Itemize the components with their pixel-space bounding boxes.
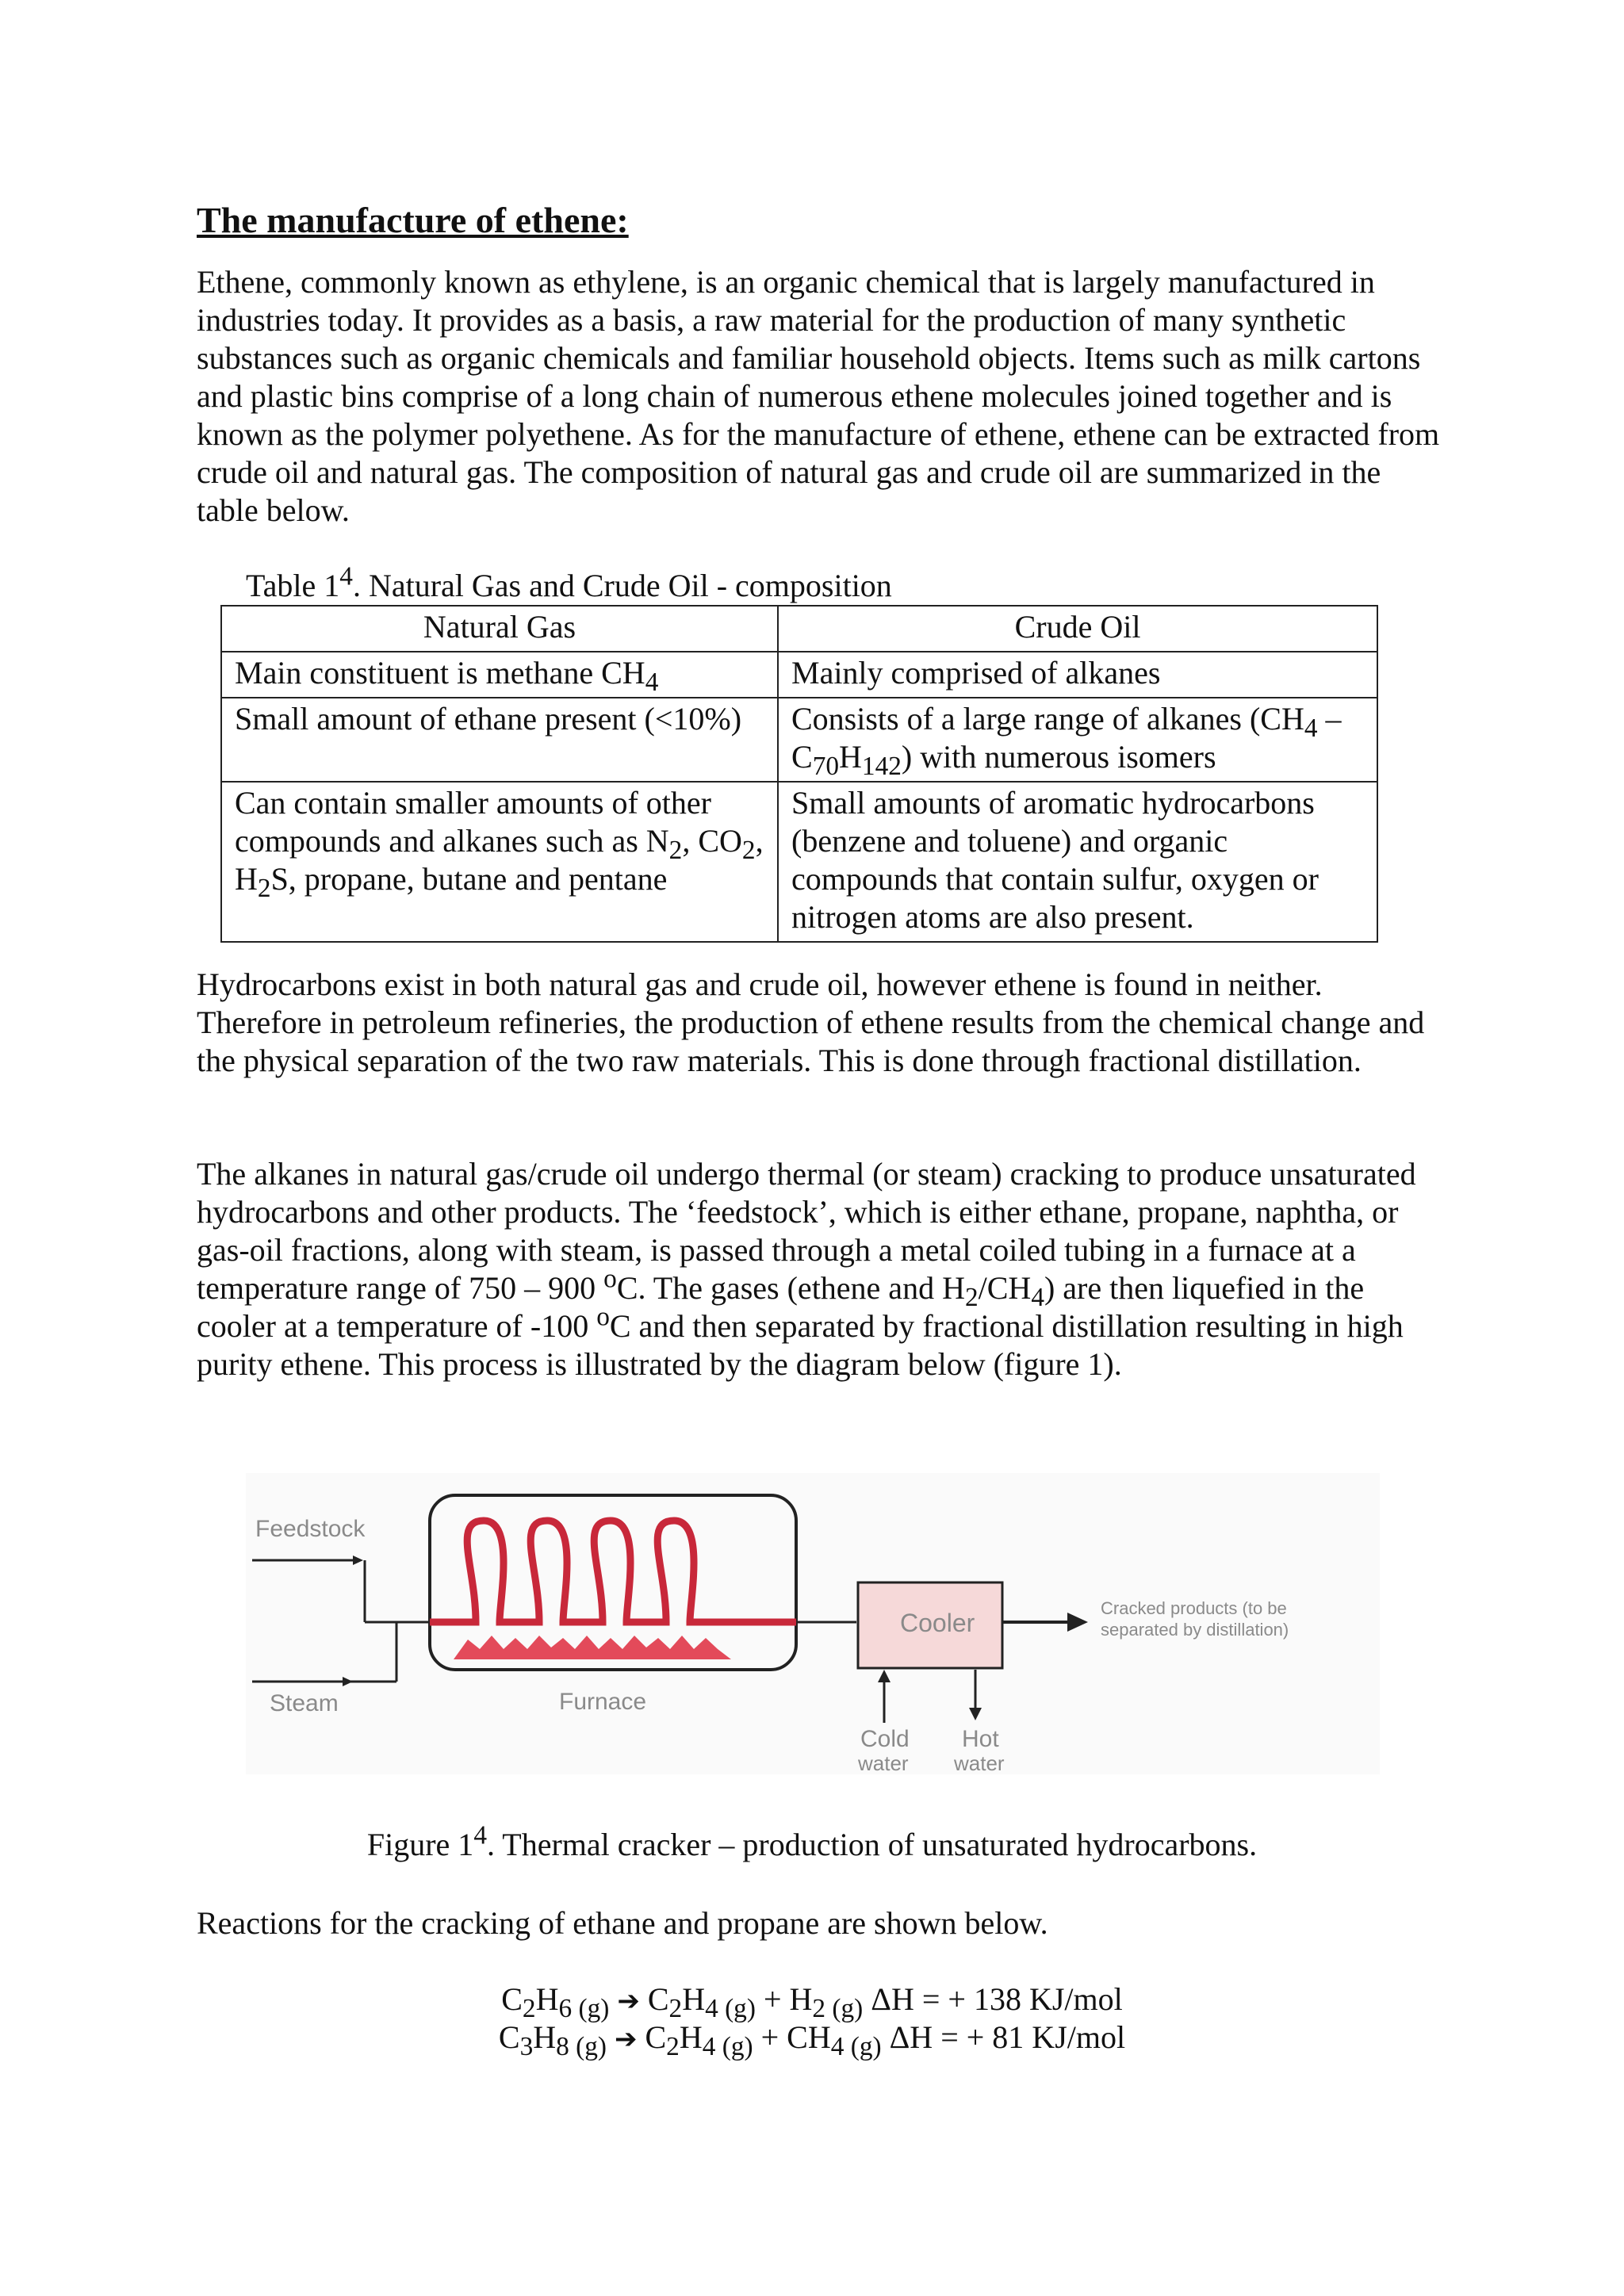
header-crude-oil: Crude Oil: [778, 606, 1377, 652]
table-caption-ref: 4: [339, 561, 353, 591]
eq-sub: 4 (g): [830, 2032, 882, 2061]
cell-sub: 142: [861, 752, 902, 781]
eq-text: H: [679, 2019, 703, 2055]
cell-text: , CO: [682, 823, 742, 859]
cell-sub: 2: [257, 874, 271, 903]
degree-symbol: o: [596, 1302, 610, 1332]
eq-text: + H: [755, 1981, 813, 2017]
eq-text: ΔH = + 81 KJ/mol: [881, 2019, 1126, 2055]
label-feedstock: Feedstock: [255, 1516, 366, 1542]
cell-sub: 4: [645, 668, 659, 697]
eq-text: C: [637, 2019, 667, 2055]
para-text: C. The gases (ethene and H: [616, 1270, 965, 1306]
cell-sub: 4: [1304, 714, 1318, 743]
table-header-row: [221, 606, 1377, 652]
eq-sub: 2: [666, 2032, 680, 2061]
subscript: 4: [1031, 1283, 1044, 1312]
header-natural-gas: Natural Gas: [221, 606, 778, 652]
table-row: [221, 652, 1377, 698]
composition-table: [220, 605, 1378, 943]
degree-symbol: o: [603, 1264, 617, 1294]
equation-propane: [0, 2019, 1624, 2061]
table-cell: Small amount of ethane present (<10%): [221, 698, 778, 782]
cell-sub: 70: [812, 752, 840, 781]
cell-text: S, propane, butane and pentane: [270, 861, 668, 897]
eq-text: ΔH = + 138 KJ/mol: [863, 1981, 1123, 2017]
label-furnace: Furnace: [559, 1689, 647, 1715]
page-title: The manufacture of ethene:: [197, 200, 629, 240]
cell-text: ) with numerous isomers: [901, 739, 1216, 775]
reaction-arrow-icon: ➔: [617, 1985, 640, 2017]
eq-sub: 8 (g): [556, 2032, 607, 2061]
eq-text: C: [501, 1981, 523, 2017]
eq-sub: 2: [668, 1994, 683, 2023]
eq-text: H: [682, 1981, 706, 2017]
cell-text: Main constituent is methane CH: [235, 655, 645, 691]
table-cell: [221, 652, 778, 698]
eq-sub: 4 (g): [705, 1994, 756, 2023]
table-caption: [246, 561, 892, 607]
table-cell: [778, 698, 1377, 782]
label-cracked-products: Cracked products (to be: [1101, 1598, 1287, 1618]
figure-caption-ref: 4: [473, 1820, 487, 1850]
table-cell: [221, 782, 778, 942]
label-hot-water: water: [954, 1751, 1005, 1774]
cell-text: – C: [791, 701, 1342, 775]
table-cell: Mainly comprised of alkanes: [778, 652, 1377, 698]
figure-caption-label: Figure 1: [366, 1827, 474, 1862]
eq-sub: 2: [522, 1994, 536, 2023]
table-caption-label: Table 1: [246, 568, 340, 603]
cell-text: H: [839, 739, 862, 775]
subscript: 2: [964, 1283, 979, 1312]
label-cold: Cold: [860, 1726, 910, 1752]
label-cooler: Cooler: [900, 1609, 975, 1637]
label-separated: separated by distillation): [1101, 1620, 1289, 1640]
label-cold-water: water: [858, 1751, 909, 1774]
label-steam: Steam: [270, 1690, 339, 1716]
figure-caption-text: . Thermal cracker – production of unsaturated hydrocarbons.: [486, 1827, 1258, 1862]
table-row: [221, 698, 1377, 782]
paragraph-hydrocarbons: Hydrocarbons exist in both natural gas and crude oil, however ethene is found in neither. Therefore in petroleum refineries, the production of ethene results from the chemical change and the physical separation of the two raw materials. This is done through fractional distillation.: [197, 966, 1425, 1078]
reaction-arrow-icon: ➔: [614, 2023, 638, 2055]
para-text: C and then separated by fractional distillation resulting in high purity ethene. This process is illustrated by the diagram below (figure 1).: [197, 1308, 1404, 1382]
paragraph-reactions: Reactions for the cracking of ethane and propane are shown below.: [197, 1905, 1048, 1941]
eq-text: H: [535, 1981, 559, 2017]
paragraph-cracking: [197, 1155, 1450, 1383]
equation-ethane: [0, 1980, 1624, 2023]
cell-sub: 2: [741, 836, 756, 865]
eq-sub: 4 (g): [702, 2032, 753, 2061]
eq-sub: 6 (g): [558, 1994, 610, 2023]
cell-sub: 2: [668, 836, 683, 865]
figure-caption: [0, 1820, 1624, 1863]
eq-text: C: [498, 2019, 520, 2055]
para-text: ) are then liquefied in the cooler at a temperature of -100: [197, 1270, 1365, 1344]
cell-text: Consists of a large range of alkanes (CH: [791, 701, 1304, 737]
para-text: The alkanes in natural gas/crude oil undergo thermal (or steam) cracking to produce unsaturated hydrocarbons and other products. The ‘feedstock’, which is either ethane, propane, naphtha, or gas-oil fractions, along with steam, is passed through a metal coiled tubing in a furnace at a temperature range of 750 – 900: [197, 1156, 1416, 1306]
thermal-cracker-diagram: [246, 1473, 1380, 1774]
eq-text: + CH: [753, 2019, 831, 2055]
eq-sub: 2 (g): [812, 1994, 864, 2023]
table-cell: Small amounts of aromatic hydrocarbons (benzene and toluene) and organic compounds that contain sulfur, oxygen or nitrogen atoms are also present.: [778, 782, 1377, 942]
label-hot: Hot: [962, 1726, 999, 1752]
para-text: /CH: [978, 1270, 1032, 1306]
eq-text: C: [639, 1981, 669, 2017]
table-row: [221, 782, 1377, 942]
cell-text: , H: [235, 823, 764, 897]
eq-sub: 3: [519, 2032, 534, 2061]
intro-paragraph: Ethene, commonly known as ethylene, is an organic chemical that is largely manufactured in industries today. It provides as a basis, a raw material for the production of many synthetic substances such as organic chemicals and familiar household objects. Items such as milk cartons and plastic bins comprise of a long chain of numerous ethene molecules joined together and is known as the polymer polyethene. As for the manufacture of ethene, ethene can be extracted from crude oil and natural gas. The composition of natural gas and crude oil are summarized in the table below.: [197, 264, 1440, 528]
table-caption-text: . Natural Gas and Crude Oil - composition: [352, 568, 892, 603]
eq-text: H: [533, 2019, 557, 2055]
cell-text: Can contain smaller amounts of other compounds and alkanes such as N: [235, 785, 711, 859]
